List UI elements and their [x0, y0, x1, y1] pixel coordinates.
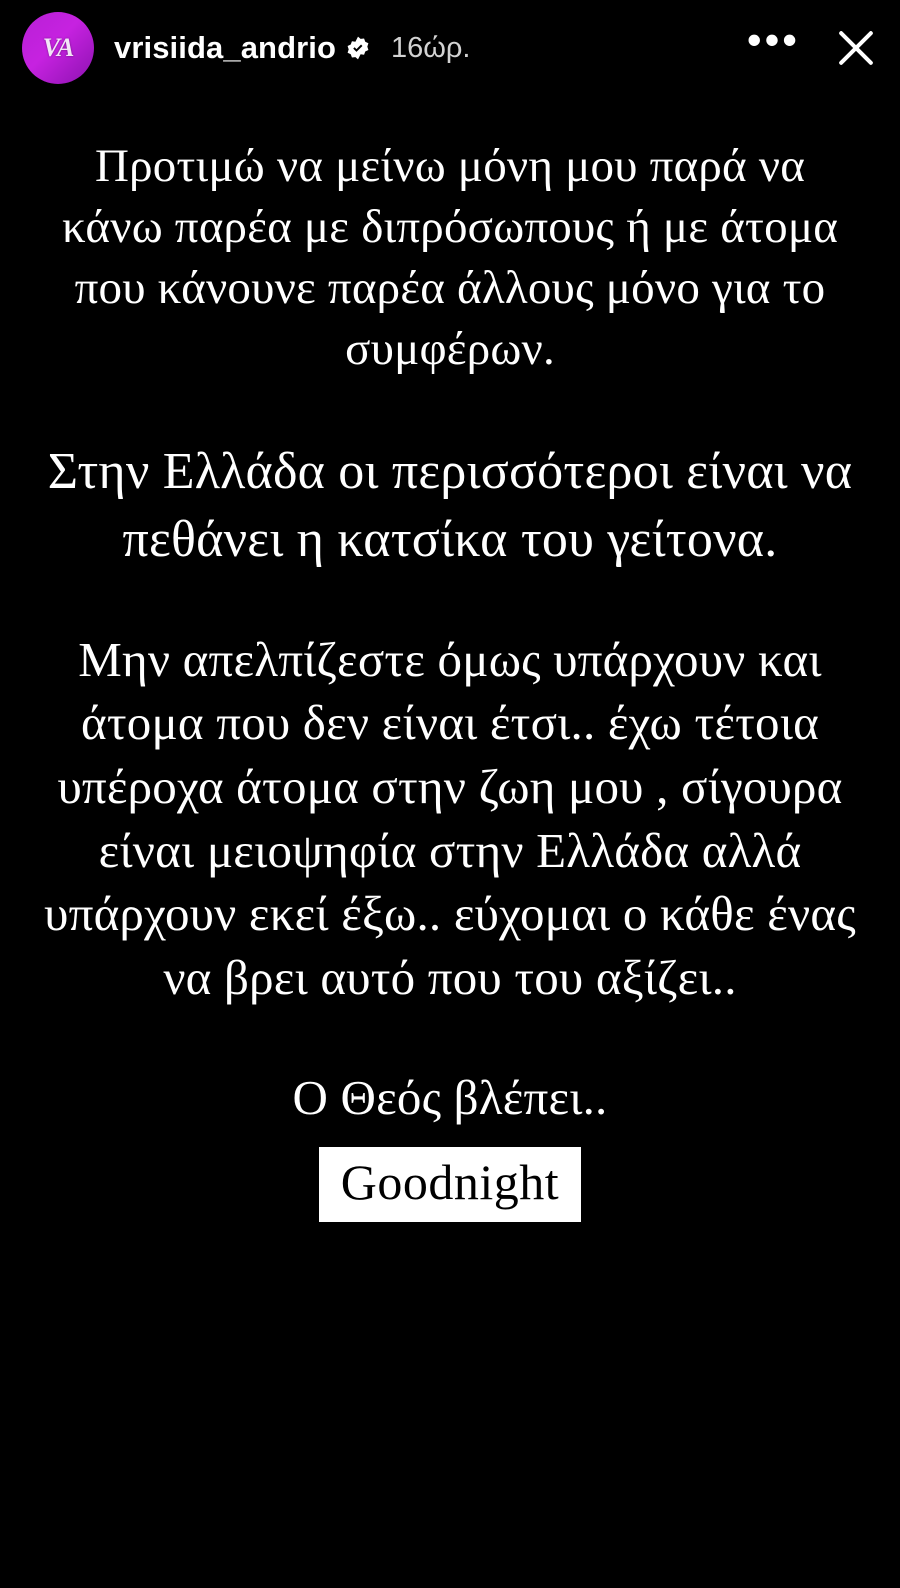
story-paragraph-4: Ο Θεός βλέπει.. [292, 1069, 608, 1125]
story-timestamp: 16ώρ. [391, 31, 471, 64]
story-paragraph-3: Μην απελπίζεστε όμως υπάρχουν και άτομα που δεν είναι έτσι.. έχω τέτοια υπέροχα άτομα στην ζωη μου , σίγουρα είναι μειοψηφία στην Ελλάδα αλλά υπάρχουν εκεί έξω.. εύχομαι ο κάθε ένας να βρει αυτό που του αξίζει.. [44, 631, 856, 1005]
goodnight-highlight-row [40, 1147, 860, 1222]
close-icon[interactable] [834, 26, 878, 70]
avatar-initials: VA [42, 33, 74, 62]
story-paragraph-2: Στην Ελλάδα οι περισσότεροι είναι να πεθάνει η κατσίκα του γείτονα. [47, 443, 853, 568]
story-author-block[interactable] [114, 30, 731, 66]
username-label[interactable]: vrisiida_andrio [114, 30, 337, 65]
avatar[interactable] [22, 12, 94, 84]
story-header [0, 0, 900, 96]
goodnight-highlight: Goodnight [319, 1147, 581, 1222]
story-paragraph-1: Προτιμώ να μείνω μόνη μου παρά να κάνω παρέα με διπρόσωπους ή με άτομα που κάνουνε παρέα άλλους μόνο για το συμφέρων. [61, 140, 839, 376]
verified-badge-icon [345, 35, 371, 61]
more-options-icon[interactable]: ••• [746, 16, 800, 63]
header-actions [746, 16, 878, 70]
story-text-container [0, 120, 900, 1222]
